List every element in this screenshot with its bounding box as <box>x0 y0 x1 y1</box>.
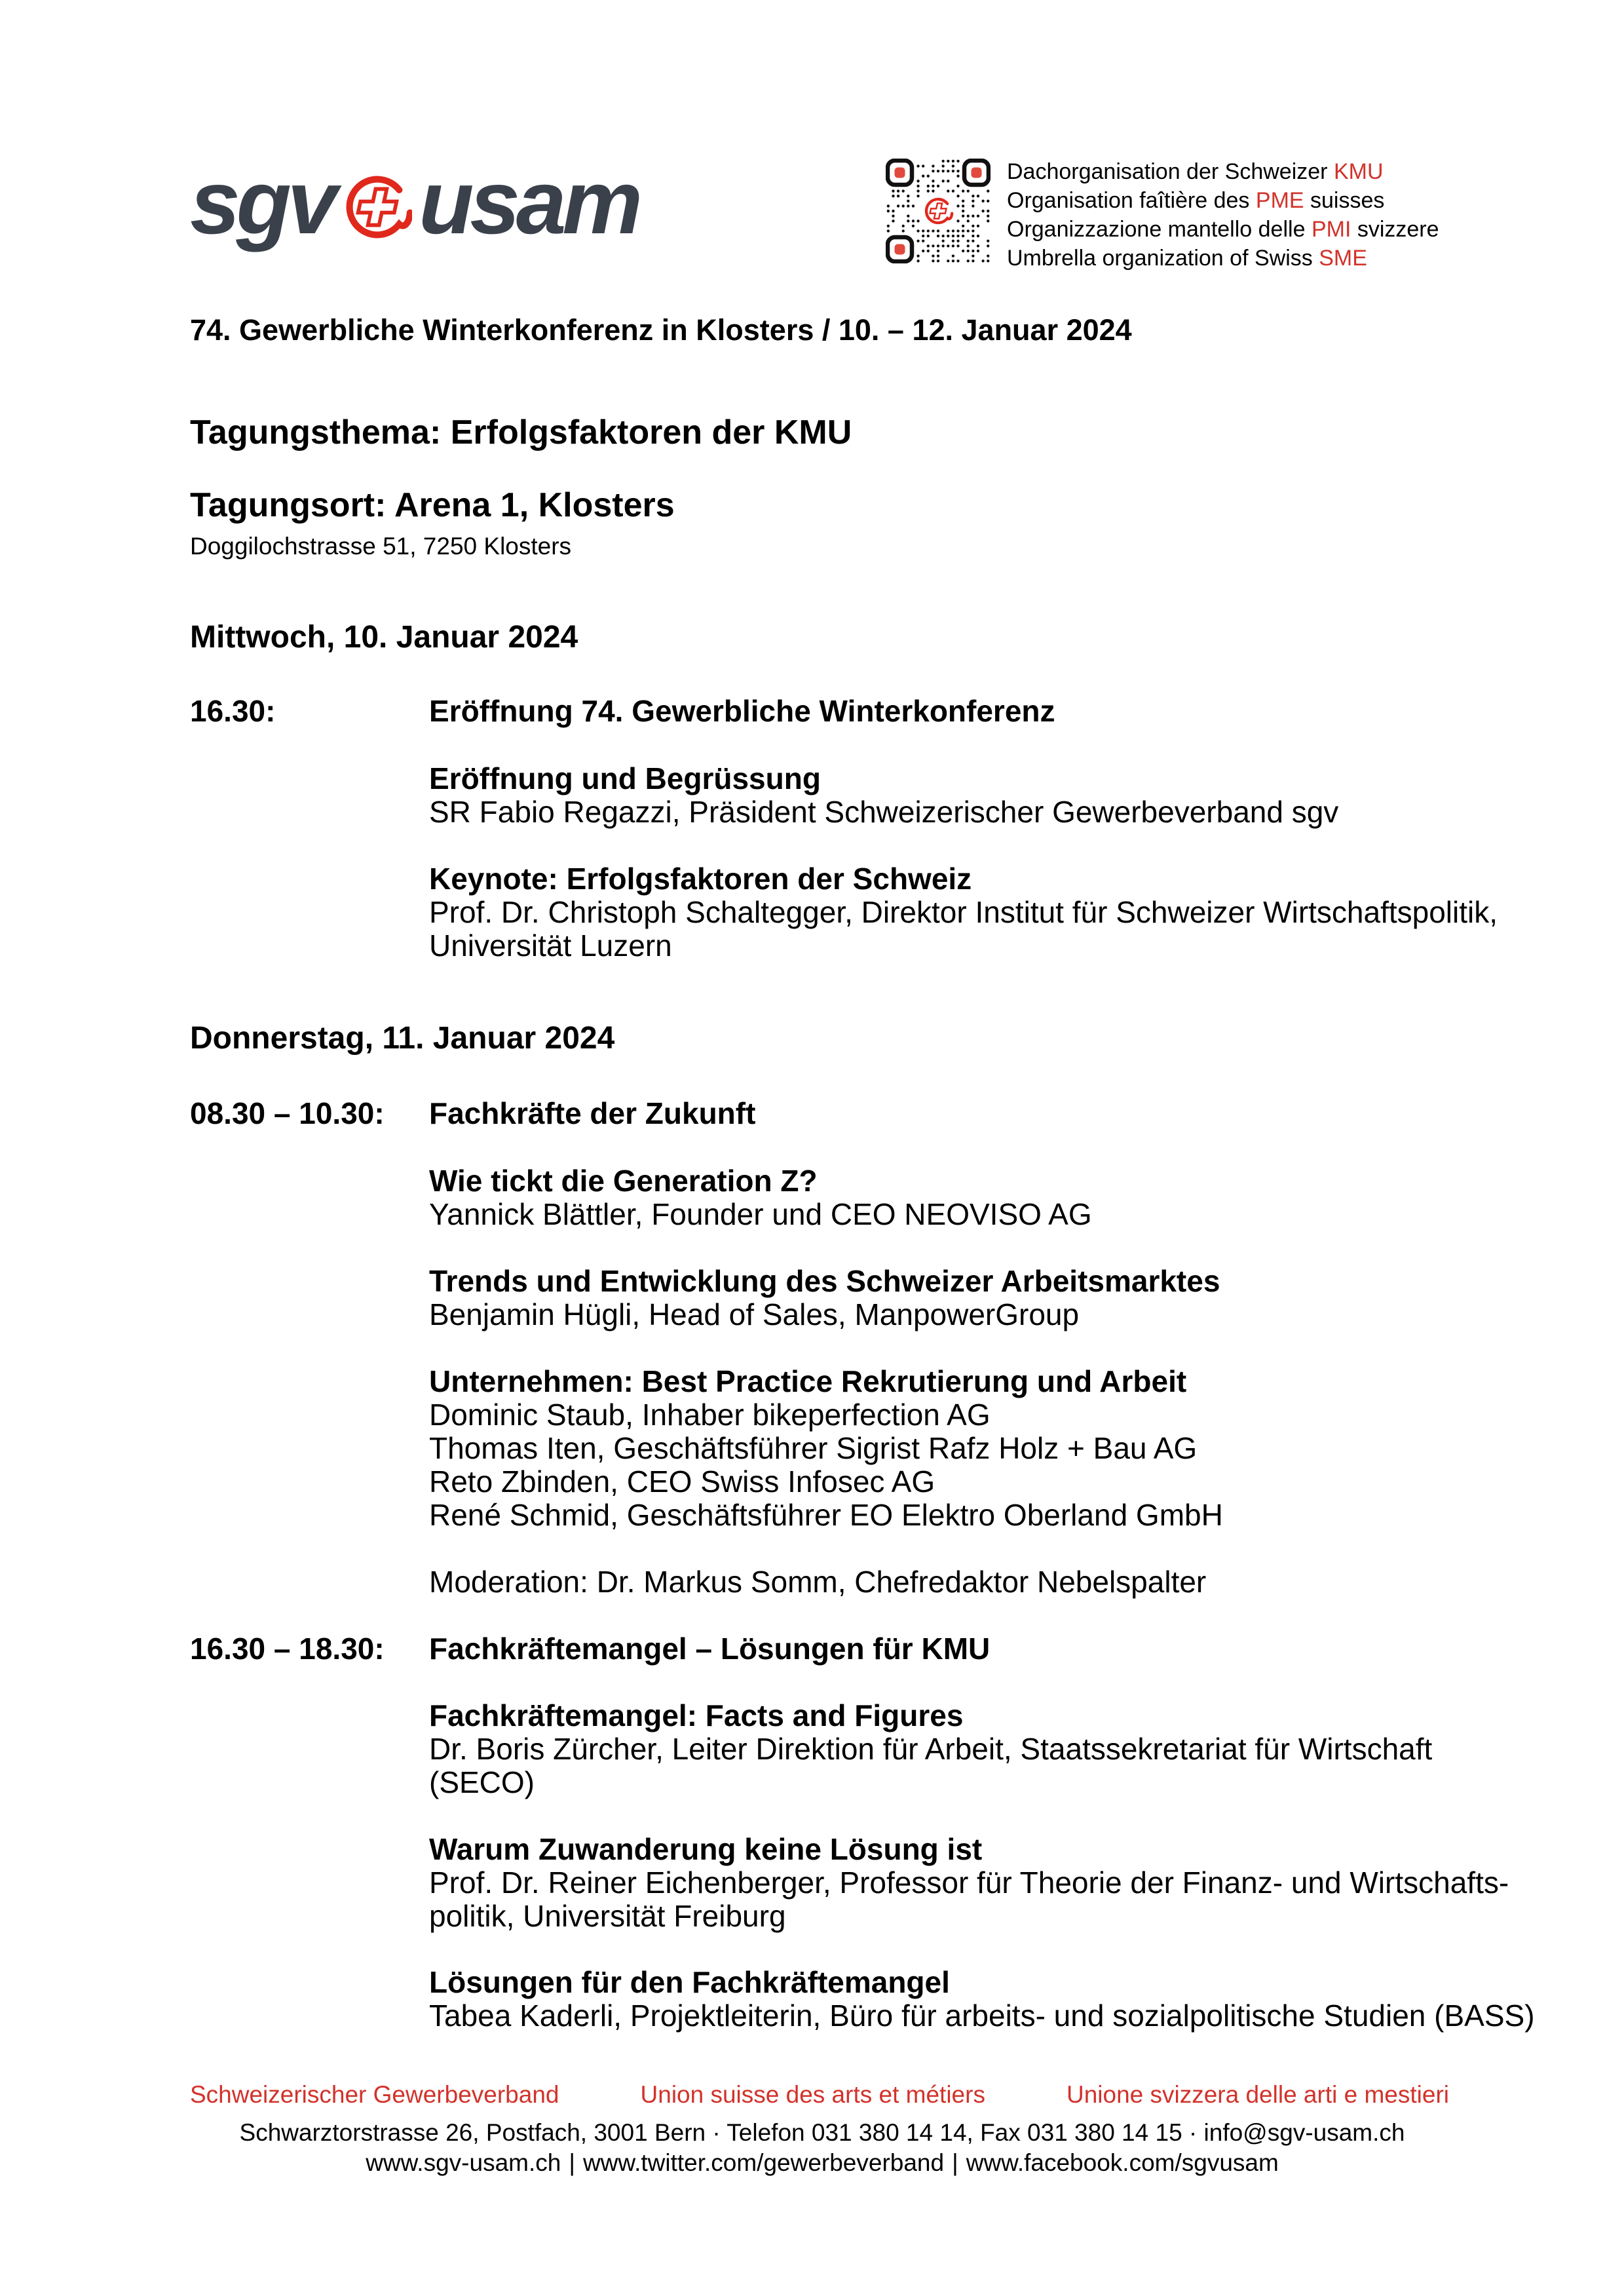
speaker-line: Yannick Blättler, Founder und CEO NEOVISO AG <box>429 1197 1092 1231</box>
organization-captions <box>1007 157 1505 273</box>
speaker-line: Tabea Kaderli, Projektleiterin, Büro für arbeits- und sozialpolitische Studien (BASS) <box>429 1999 1535 2033</box>
speaker-line: Benjamin Hügli, Head of Sales, ManpowerGroup <box>429 1297 1080 1331</box>
moderation-line: Moderation: Dr. Markus Somm, Chefredaktor Nebelspalter <box>429 1565 1207 1599</box>
footer-links <box>190 2149 1454 2177</box>
caption-line: Umbrella organization of Swiss SME <box>1007 246 1367 271</box>
speaker-line: politik, Universität Freiburg <box>429 1899 786 1933</box>
program-item: Lösungen für den Fachkräftemangel Tabea Kaderli, Projektleiterin, Büro für arbeits- und sozialpolitische Studien (BASS) <box>429 1965 1535 2033</box>
program-item: Keynote: Erfolgsfaktoren der Schweiz Prof. Dr. Christoph Schaltegger, Direktor Institut für Schweizer Wirtschaftspolitik, Universität Luzern <box>429 862 1498 963</box>
logo-text-sgv: sgv <box>190 152 334 253</box>
program-item: Wie tickt die Generation Z? Yannick Blättler, Founder und CEO NEOVISO AG <box>429 1164 1092 1231</box>
slot-time: 16.30: <box>190 694 276 728</box>
speaker-line: Dominic Staub, Inhaber bikeperfection AG <box>429 1398 991 1432</box>
program-item: Fachkräftemangel: Facts and Figures Dr. Boris Zürcher, Leiter Direktion für Arbeit, Staatssekretariat für Wirtschaft (SECO) <box>429 1698 1433 1799</box>
program-item: Eröffnung und Begrüssung SR Fabio Regazzi, Präsident Schweizerischer Gewerbeverband sgv <box>429 761 1339 829</box>
caption-line: Organizzazione mantello delle PMI svizzere <box>1007 217 1439 242</box>
program-item: Trends und Entwicklung des Schweizer Arbeitsmarktes Benjamin Hügli, Head of Sales, ManpowerGroup <box>429 1264 1220 1331</box>
slot-title: Fachkräftemangel – Lösungen für KMU <box>429 1632 991 1666</box>
facebook-link[interactable]: www.facebook.com/sgvusam <box>966 2149 1279 2176</box>
caption-line: Organisation faîtière des PME suisses <box>1007 188 1385 213</box>
speaker-line: Prof. Dr. Christoph Schaltegger, Direktor Institut für Schweizer Wirtschaftspolitik, <box>429 895 1498 929</box>
sgv-usam-logo <box>190 152 639 253</box>
caption-line: Dachorganisation der Schweizer KMU <box>1007 159 1384 184</box>
program-slot-header <box>190 1632 990 1666</box>
day-heading-mittwoch: Mittwoch, 10. Januar 2024 <box>190 620 578 655</box>
link-separator: | <box>952 2149 958 2176</box>
document-title: 74. Gewerbliche Winterkonferenz in Klosters / 10. – 12. Januar 2024 <box>190 313 1132 347</box>
conference-venue: Tagungsort: Arena 1, Klosters <box>190 486 675 524</box>
speaker-line: Reto Zbinden, CEO Swiss Infosec AG <box>429 1464 935 1499</box>
speaker-line: Prof. Dr. Reiner Eichenberger, Professor für Theorie der Finanz- und Wirtschafts- <box>429 1866 1509 1900</box>
speaker-line: Universität Luzern <box>429 928 672 963</box>
footer-address: Schwarztorstrasse 26, Postfach, 3001 Bern · Telefon 031 380 14 14, Fax 031 380 14 15 · info@sgv-usam.ch <box>239 2119 1405 2146</box>
program-slot-header <box>190 695 1055 728</box>
qr-code-block <box>886 159 991 263</box>
slot-title: Fachkräfte der Zukunft <box>429 1096 756 1130</box>
twitter-link[interactable]: www.twitter.com/gewerbeverband <box>582 2149 945 2176</box>
link-separator: | <box>569 2149 575 2176</box>
logo-text-usam: usam <box>419 152 639 253</box>
footer-org-de: Schweizerischer Gewerbeverband <box>190 2081 559 2108</box>
qr-code-icon <box>886 159 991 263</box>
venue-address: Doggilochstrasse 51, 7250 Klosters <box>190 533 572 560</box>
slot-title: Eröffnung 74. Gewerbliche Winterkonferenz <box>429 694 1055 728</box>
speaker-line: René Schmid, Geschäftsführer EO Elektro Oberland GmbH <box>429 1498 1223 1532</box>
program-slot-header <box>190 1097 755 1130</box>
website-link[interactable]: www.sgv-usam.ch <box>366 2149 561 2176</box>
speaker-line: Thomas Iten, Geschäftsführer Sigrist Rafz Holz + Bau AG <box>429 1431 1198 1465</box>
swiss-cross-emblem-icon <box>343 170 412 244</box>
footer-organizations <box>190 2081 1449 2109</box>
footer-org-it: Unione svizzera delle arti e mestieri <box>1066 2081 1449 2108</box>
footer-org-fr: Union suisse des arts et métiers <box>640 2081 985 2108</box>
day-heading-donnerstag: Donnerstag, 11. Januar 2024 <box>190 1021 615 1056</box>
program-item: Warum Zuwanderung keine Lösung ist Prof. Dr. Reiner Eichenberger, Professor für Theorie der Finanz- und Wirtschafts- politik, Universität Freiburg <box>429 1832 1509 1933</box>
program-item: Unternehmen: Best Practice Rekrutierung und Arbeit Dominic Staub, Inhaber bikeperfection AG Thomas Iten, Geschäftsführer Sigrist Rafz Holz + Bau AG Reto Zbinden, CEO Swiss Infosec AG René Schmid, Geschäftsführer EO Elektro Oberland GmbH <box>429 1364 1223 1532</box>
slot-time: 08.30 – 10.30: <box>190 1096 385 1130</box>
speaker-line: SR Fabio Regazzi, Präsident Schweizerischer Gewerbeverband sgv <box>429 795 1339 829</box>
slot-time: 16.30 – 18.30: <box>190 1632 385 1666</box>
conference-theme: Tagungsthema: Erfolgsfaktoren der KMU <box>190 413 852 451</box>
speaker-line: (SECO) <box>429 1765 535 1799</box>
speaker-line: Dr. Boris Zürcher, Leiter Direktion für Arbeit, Staatssekretariat für Wirtschaft <box>429 1732 1433 1766</box>
